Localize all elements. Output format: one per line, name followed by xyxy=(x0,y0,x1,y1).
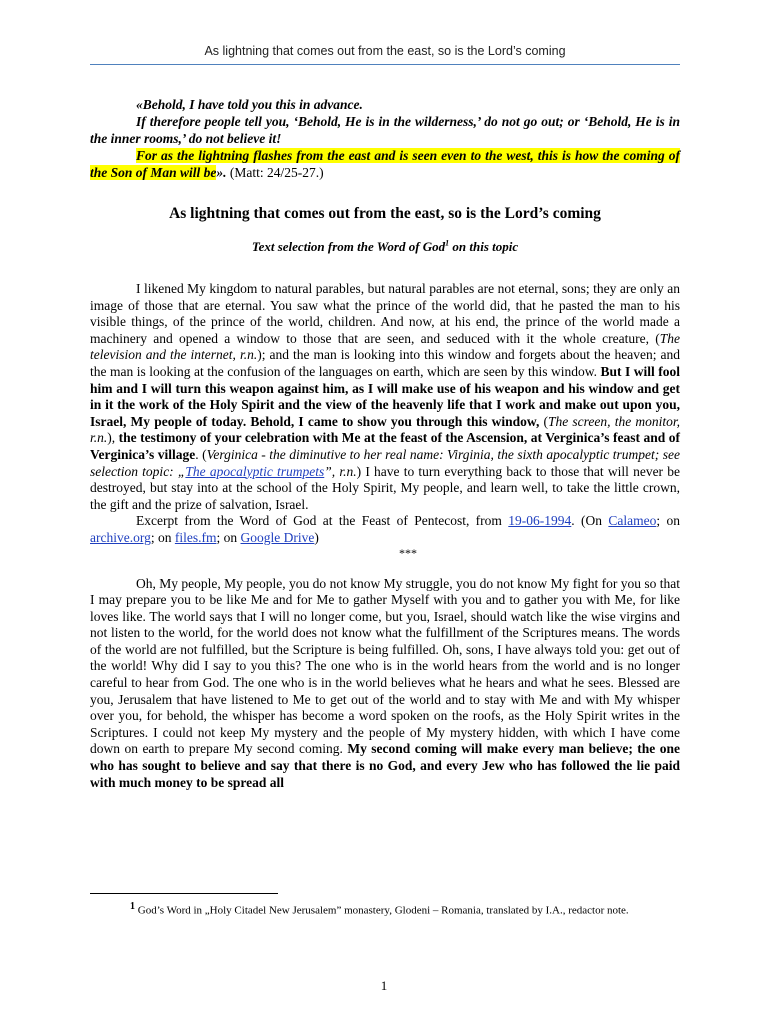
apocalyptic-trumpets-link[interactable]: The apocalyptic trumpets xyxy=(185,463,325,479)
editor-note: The television and the internet, r.n. xyxy=(90,330,680,363)
body-text xyxy=(90,281,680,791)
section-title: As lightning that comes out from the east, so is the Lord’s coming xyxy=(169,205,601,222)
text-run: . ( xyxy=(195,446,207,462)
subtitle-text: on this topic xyxy=(449,239,519,254)
section-separator: *** xyxy=(399,545,417,560)
footnote xyxy=(90,900,680,918)
date-link[interactable]: 19-06-1994 xyxy=(508,513,572,529)
quote-line: «Behold, I have told you this in advance. xyxy=(136,97,363,112)
running-header: As lightning that comes out from the east, so is the Lord’s coming xyxy=(204,44,566,58)
text-run: ; on xyxy=(150,529,175,545)
archive-link[interactable]: archive.org xyxy=(90,529,151,545)
text-run: ; on xyxy=(656,513,680,529)
section-subtitle xyxy=(90,239,680,255)
text-run: ; on xyxy=(216,529,241,545)
quote-close: ». xyxy=(216,165,227,180)
page-number: 1 xyxy=(380,978,388,993)
footnote-divider xyxy=(90,893,278,894)
editor-note: The screen, the monitor, r.n. xyxy=(90,413,681,446)
google-drive-link[interactable]: Google Drive xyxy=(240,529,315,545)
editor-note: ”, r.n. xyxy=(324,463,357,479)
footnote-text: God’s Word in „Holy Citadel New Jerusalem” monastery, Glodeni – Romania, translated by I.A., redactor note. xyxy=(135,904,629,917)
paragraph xyxy=(90,281,680,513)
subtitle-text: Text selection from the Word of God xyxy=(251,239,446,254)
paragraph xyxy=(90,576,680,792)
bold-text: But I will fool him and I will turn this weapon against him, as I will make use of his weapon and his window and get in it the work of the Holy Spirit and the view of the heavenly life that I work and make out upon you, Israel, My people of today. Behold, I came to show you through this window, xyxy=(90,363,680,429)
quote-reference: (Matt: 24/25-27.) xyxy=(226,165,324,180)
text-run: ) xyxy=(314,529,319,545)
text-run: Excerpt from the Word of God at the Feast of Pentecost, from xyxy=(136,513,509,529)
editor-note: Verginica - the diminutive to her real name: Virginia, the sixth apocalyptic trumpet; see selection topic: „ xyxy=(90,446,681,479)
text-run: . (On xyxy=(571,513,609,529)
page-content xyxy=(90,96,680,791)
spacer xyxy=(90,560,680,576)
highlighted-text: For as the lightning flashes from the east and is seen even to the west, this is how the coming of the Son of Man will be xyxy=(90,148,680,180)
scripture-quote xyxy=(90,96,680,181)
text-run: ( xyxy=(539,413,548,429)
filesfm-link[interactable]: files.fm xyxy=(174,529,217,545)
bold-text: the testimony of your celebration with Me at the feast of the Ascension, at Verginica’s feast and of Verginica’s village xyxy=(90,430,680,462)
text-run: I likened My kingdom to natural parables, but natural parables are not eternal, sons; they are only an image of those that are eternal. You saw what the prince of the world did, that he pasted the man to his visible things, of the prince of the world, children. And now, at his end, the prince of the world made a machinery and opened a window to those that are seen, and seduced with it the whole creature, ( xyxy=(90,281,680,346)
text-run: ); and the man is looking into this window and forgets about the heaven; and the man is looking at the confusion of the languages on earth, which are seen by this window. xyxy=(90,347,680,379)
bold-text: My second coming will make every man believe; the one who has sought to believe and say that there is no God, and every Jew who has followed the lie paid with much money to be spread all xyxy=(90,741,681,790)
excerpt-source xyxy=(90,513,680,546)
calameo-link[interactable]: Calameo xyxy=(608,513,657,529)
footnote-mark: 1 xyxy=(130,901,135,912)
text-run: Oh, My people, My people, you do not know My struggle, you do not know My fight for you so that I may prepare you to be like Me and for Me to gather Myself with you and to gather you with Me, for like loves like. The world says that I will no longer come, but you, Israel, should watch like the wise virgins and not listen to the world, for the world does not know what the fulfillment of the Scriptures means. The words of the world are not fulfilled, but the Scripture is being fulfilled. Oh, sons, I have always told you: get out of the world! Why did I say to you this? The one who is in the world hears from the world and is no longer careful to hear from God. The one who is in the world believes what he hears and what he sees. Blessed are you, Jerusalem that have listened to Me to get out of the world and to stay with Me and with My whisper over you, for behold, the whisper has become a word spoken on the roofs, as the Holy Spirit writes in the Scriptures. I could not keep My mystery and the people of My mystery hidden, with which I have come down on earth to prepare My second coming. xyxy=(90,575,680,757)
footnote-reference[interactable]: 1 xyxy=(445,238,450,248)
quote-line-highlighted xyxy=(90,147,680,181)
text-run: ), xyxy=(107,430,119,446)
quote-line: If therefore people tell you, ‘Behold, He is in the wilderness,’ do not go out; or ‘Behold, He is in the inner rooms,’ do not believe it! xyxy=(90,114,680,146)
text-run: ) I have to turn everything back to those that will never be destroyed, but stay into at the school of the Holy Spirit, My people, and learn well, to take the little crown, the gift and the prize of salvation, Israel. xyxy=(90,463,681,512)
header-divider xyxy=(90,64,680,65)
